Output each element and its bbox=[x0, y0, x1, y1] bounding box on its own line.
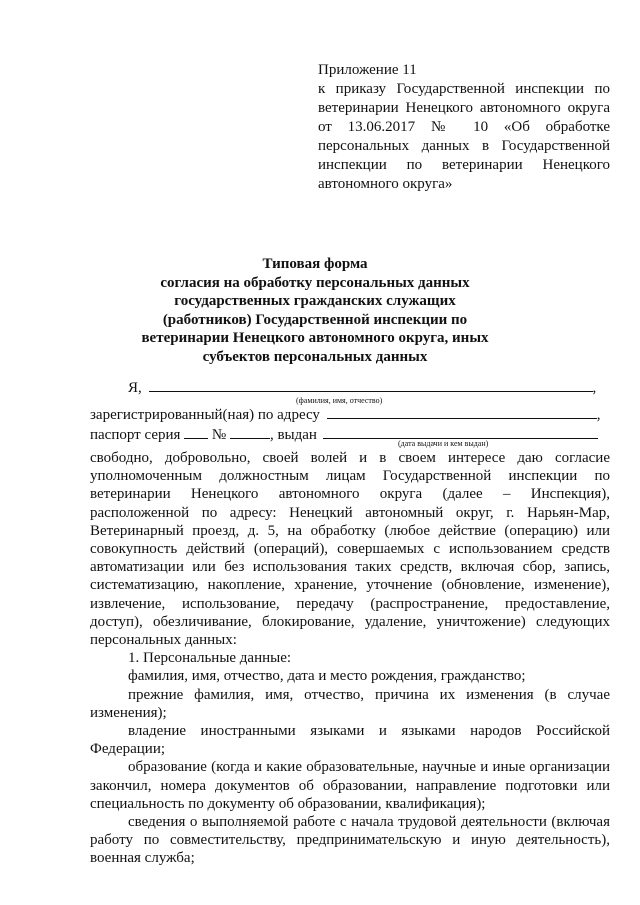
address-field[interactable] bbox=[327, 404, 597, 419]
list-item: фамилия, имя, отчество, дата и место рождения, гражданство; bbox=[128, 668, 526, 685]
address-comma: , bbox=[596, 407, 601, 423]
passport-series-label: паспорт серия bbox=[90, 427, 181, 443]
title-line: ветеринарии Ненецкого автономного округа, иных bbox=[141, 330, 489, 346]
address-label: зарегистрированный(ная) по адресу bbox=[90, 407, 320, 423]
passport-row bbox=[90, 424, 598, 444]
appendix-line: ветеринарии Ненецкого автономного округа bbox=[318, 100, 610, 116]
appendix-line: инспекции по ветеринарии Ненецкого bbox=[318, 157, 610, 173]
fio-comma: , bbox=[592, 380, 597, 396]
fio-hint: (фамилия, имя, отчество) bbox=[296, 396, 383, 405]
issued-field[interactable] bbox=[323, 424, 598, 439]
section-heading: 1. Персональные данные: bbox=[128, 650, 292, 667]
appendix-number: Приложение 11 bbox=[318, 62, 417, 78]
title-line: согласия на обработку персональных данных bbox=[160, 274, 470, 291]
appendix-header bbox=[318, 61, 610, 194]
title-line: государственных гражданских служащих bbox=[174, 293, 456, 309]
issued-label: , выдан bbox=[269, 427, 317, 443]
title-line: субъектов персональных данных bbox=[202, 348, 428, 365]
list-item: прежние фамилия, имя, отчество, причина их изменения (в случае изменения); bbox=[90, 686, 610, 721]
passport-number-field[interactable] bbox=[230, 424, 270, 439]
form-title bbox=[90, 255, 540, 366]
passport-number-label: № bbox=[211, 427, 227, 443]
fio-field[interactable] bbox=[149, 377, 593, 392]
appendix-line: автономного округа» bbox=[318, 176, 453, 192]
passport-series-field[interactable] bbox=[184, 424, 208, 439]
issued-hint: (дата выдачи и кем выдан) bbox=[398, 439, 489, 448]
appendix-line: персональных данных в Государственной bbox=[318, 138, 610, 154]
list-item: образование (когда и какие образовательные, научные и иные организации закончил, номера документов об образовании, направление подготовки или специальность по документу об образовании, квалификация); bbox=[90, 759, 610, 812]
consent-paragraph: свободно, добровольно, своей волей и в своем интересе даю согласие уполномоченным должностным лицам Государственной инспекции по ветеринарии Ненецкого автономного округа (далее – Инспекция), расположенной по адресу: Ненецкий автономный округ, г. Нарьян-Мар, Ветеринарный проезд, д. 5, на обработку (любое действие (операцию) или совокупность действий (операций), совершаемых с использованием средств автоматизации или без использования таких средств, включая сбор, запись, систематизацию, накопление, хранение, уточнение (обновление, изменение), извлечение, использование, передачу (распространение, предоставление, доступ), обезличивание, блокирование, удаление, уничтожение) следующих персональных данных: bbox=[90, 450, 610, 649]
i-label: Я, bbox=[128, 380, 142, 396]
title-line: Типовая форма bbox=[262, 256, 368, 272]
title-line: (работников) Государственной инспекции по bbox=[162, 311, 468, 328]
address-row bbox=[90, 404, 600, 424]
list-item: сведения о выполняемой работе с начала трудовой деятельности (включая работу по совместительству, предпринимательскую и иную деятельность), военная служба; bbox=[90, 814, 610, 867]
list-item: владение иностранными языками и языками народов Российской Федерации; bbox=[90, 723, 610, 758]
appendix-line: от 13.06.2017 № 10 «Об обработке bbox=[318, 119, 610, 135]
fio-row bbox=[128, 377, 596, 397]
consent-body bbox=[90, 449, 610, 868]
appendix-line: к приказу Государственной инспекции по bbox=[318, 81, 610, 97]
